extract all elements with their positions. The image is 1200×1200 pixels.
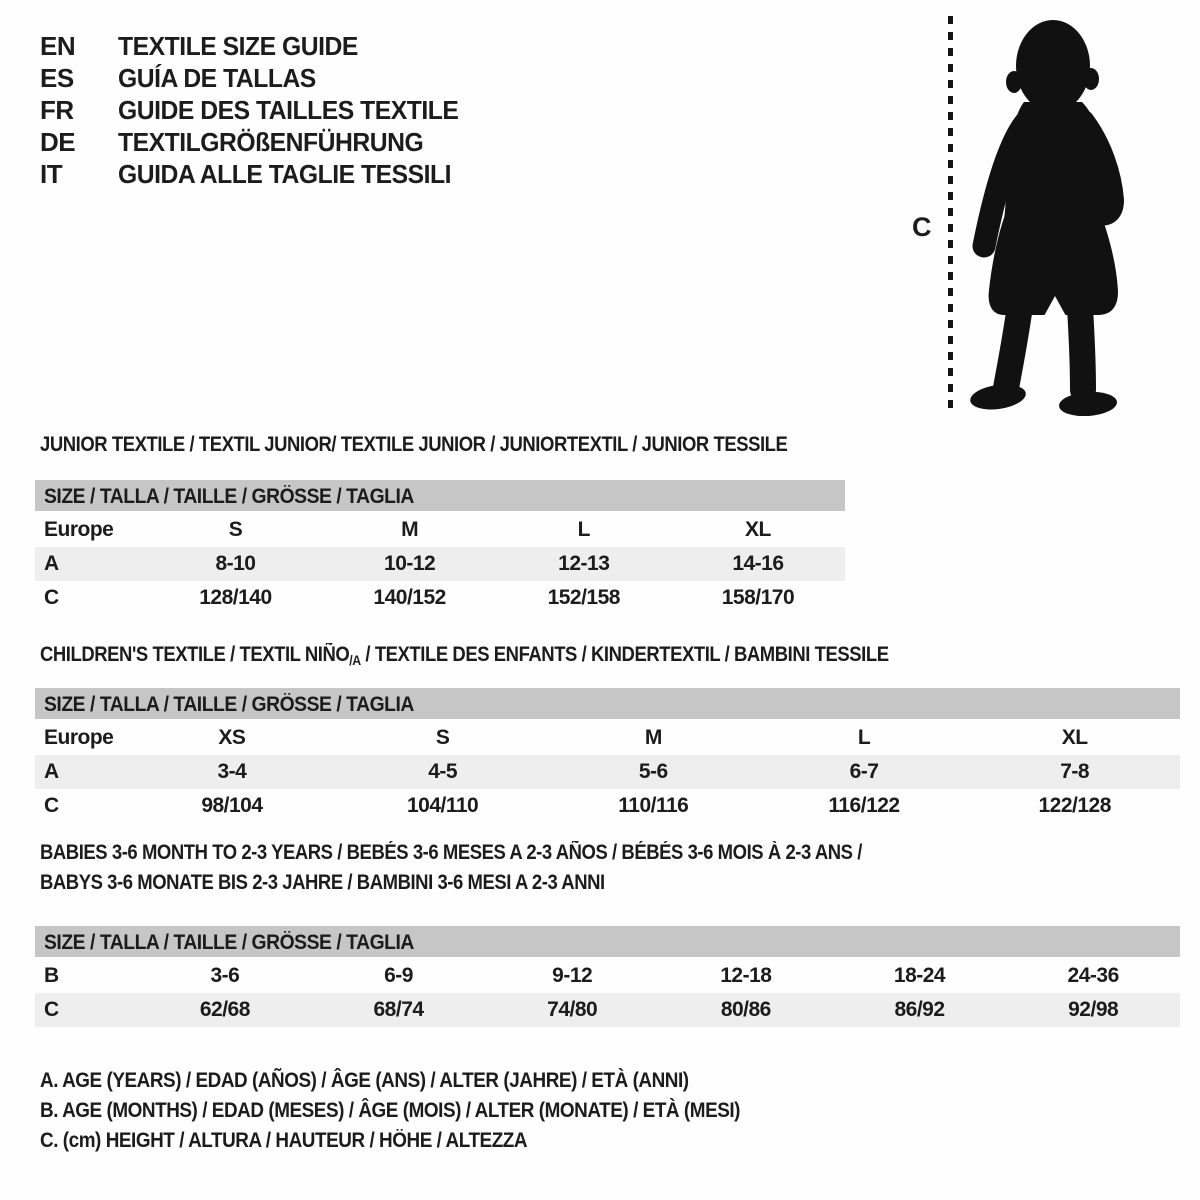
language-code: IT xyxy=(40,159,63,189)
row-label-cell: Europe xyxy=(44,518,114,541)
babies-section-title-line2: BABYS 3-6 MONATE BIS 2-3 JAHRE / BAMBINI 3-6 MESI A 2-3 ANNI xyxy=(40,871,605,894)
table-row xyxy=(35,547,845,581)
babies-size-table xyxy=(35,926,1180,1027)
language-row xyxy=(40,94,476,126)
language-row xyxy=(40,126,476,158)
table-cell: 152/158 xyxy=(547,586,620,609)
table-cell: 10-12 xyxy=(384,552,436,575)
children-title-sub: /A xyxy=(349,652,361,668)
language-label: TEXTILE SIZE GUIDE xyxy=(118,31,358,61)
table-cell: 12-13 xyxy=(558,552,610,575)
table-cell: 3-6 xyxy=(210,964,240,987)
legend-line-b: B. AGE (MONTHS) / EDAD (MESES) / ÂGE (MOIS) / ALTER (MONATE) / ETÀ (MESI) xyxy=(40,1099,741,1122)
language-row xyxy=(40,158,476,190)
table-cell: 74/80 xyxy=(547,998,598,1021)
babies-table-rows xyxy=(35,959,1180,1027)
table-cell: XL xyxy=(745,518,771,541)
table-cell: 14-16 xyxy=(732,552,784,575)
table-row xyxy=(35,993,1180,1027)
table-cell: L xyxy=(577,518,590,541)
table-cell: 9-12 xyxy=(552,964,593,987)
language-code: EN xyxy=(40,31,76,61)
table-row xyxy=(35,755,1180,789)
table-cell: 6-7 xyxy=(849,760,879,783)
children-title-part1: CHILDREN'S TEXTILE / TEXTIL NIÑO xyxy=(40,643,350,666)
children-section-title xyxy=(40,643,889,672)
table-cell: 110/116 xyxy=(618,794,689,817)
language-label: GUIDA ALLE TAGLIE TESSILI xyxy=(118,159,452,189)
table-cell: 6-9 xyxy=(384,964,413,987)
junior-size-table xyxy=(35,480,845,615)
language-header xyxy=(40,30,476,190)
table-cell: 104/110 xyxy=(406,794,479,817)
language-row xyxy=(40,62,476,94)
table-cell: 24-36 xyxy=(1067,964,1119,987)
row-label-cell: A xyxy=(44,552,59,575)
table-cell: 140/152 xyxy=(373,586,446,609)
language-code: DE xyxy=(40,127,76,157)
language-code: FR xyxy=(40,95,74,125)
size-header-label: SIZE / TALLA / TAILLE / GRÖSSE / TAGLIA xyxy=(44,693,414,716)
language-label: TEXTILGRÖßENFÜHRUNG xyxy=(118,127,424,157)
table-cell: 3-4 xyxy=(217,760,247,783)
measurement-legend xyxy=(40,1066,818,1156)
language-label: GUÍA DE TALLAS xyxy=(118,63,316,93)
size-header-label: SIZE / TALLA / TAILLE / GRÖSSE / TAGLIA xyxy=(44,931,414,954)
junior-table-rows xyxy=(35,513,845,615)
row-label-cell: C xyxy=(44,998,59,1021)
table-cell: 68/74 xyxy=(373,998,424,1021)
table-row xyxy=(35,721,1180,755)
size-header-bar xyxy=(35,480,845,513)
table-cell: 12-18 xyxy=(720,964,772,987)
table-cell: 122/128 xyxy=(1038,794,1111,817)
table-cell: 7-8 xyxy=(1060,760,1090,783)
legend-line-c: C. (cm) HEIGHT / ALTURA / HAUTEUR / HÖHE / ALTEZZA xyxy=(40,1129,528,1152)
row-label-cell: A xyxy=(44,760,59,783)
table-cell: 5-6 xyxy=(638,760,668,783)
table-row xyxy=(35,581,845,615)
table-row xyxy=(35,513,845,547)
table-cell: S xyxy=(228,518,243,541)
table-row xyxy=(35,789,1180,823)
row-label-cell: C xyxy=(44,586,59,609)
children-table-rows xyxy=(35,721,1180,823)
size-header-bar xyxy=(35,688,1180,721)
row-label-cell: Europe xyxy=(44,726,114,749)
table-cell: M xyxy=(644,726,662,749)
table-cell: 18-24 xyxy=(893,964,946,987)
legend-line-a: A. AGE (YEARS) / EDAD (AÑOS) / ÂGE (ANS) / ALTER (JAHRE) / ETÀ (ANNI) xyxy=(40,1069,689,1092)
table-cell: 128/140 xyxy=(199,586,272,609)
table-cell: 8-10 xyxy=(215,552,256,575)
children-size-table xyxy=(35,688,1180,823)
table-cell: L xyxy=(857,726,871,749)
language-code: ES xyxy=(40,63,74,93)
size-header-bar xyxy=(35,926,1180,959)
table-cell: XL xyxy=(1061,726,1088,749)
table-cell: S xyxy=(435,726,450,749)
language-label: GUIDE DES TAILLES TEXTILE xyxy=(118,95,459,125)
babies-section-title-line1: BABIES 3-6 MONTH TO 2-3 YEARS / BEBÉS 3-6 MESES A 2-3 AÑOS / BÉBÉS 3-6 MOIS À 2-3 ANS / xyxy=(40,841,862,864)
table-cell: 116/122 xyxy=(828,794,900,817)
table-cell: XS xyxy=(218,726,246,749)
table-row xyxy=(35,959,1180,993)
table-cell: 80/86 xyxy=(720,998,771,1021)
junior-section-title: JUNIOR TEXTILE / TEXTIL JUNIOR/ TEXTILE JUNIOR / JUNIORTEXTIL / JUNIOR TESSILE xyxy=(40,433,788,456)
language-row xyxy=(40,30,476,62)
table-cell: 62/68 xyxy=(199,998,250,1021)
table-cell: 158/170 xyxy=(721,586,795,609)
table-cell: 92/98 xyxy=(1068,998,1119,1021)
table-cell: 4-5 xyxy=(428,760,458,783)
table-cell: M xyxy=(401,518,419,541)
height-measure-label: C xyxy=(912,212,931,242)
row-label-cell: C xyxy=(44,794,59,817)
table-cell: 98/104 xyxy=(201,794,263,817)
toddler-silhouette-icon xyxy=(960,16,1138,416)
children-title-part2: / TEXTILE DES ENFANTS / KINDERTEXTIL / BAMBINI TESSILE xyxy=(360,643,889,666)
height-measure-dashed-line xyxy=(948,16,953,416)
row-label-cell: B xyxy=(44,964,59,987)
table-cell: 86/92 xyxy=(894,998,945,1021)
size-header-label: SIZE / TALLA / TAILLE / GRÖSSE / TAGLIA xyxy=(44,485,414,508)
